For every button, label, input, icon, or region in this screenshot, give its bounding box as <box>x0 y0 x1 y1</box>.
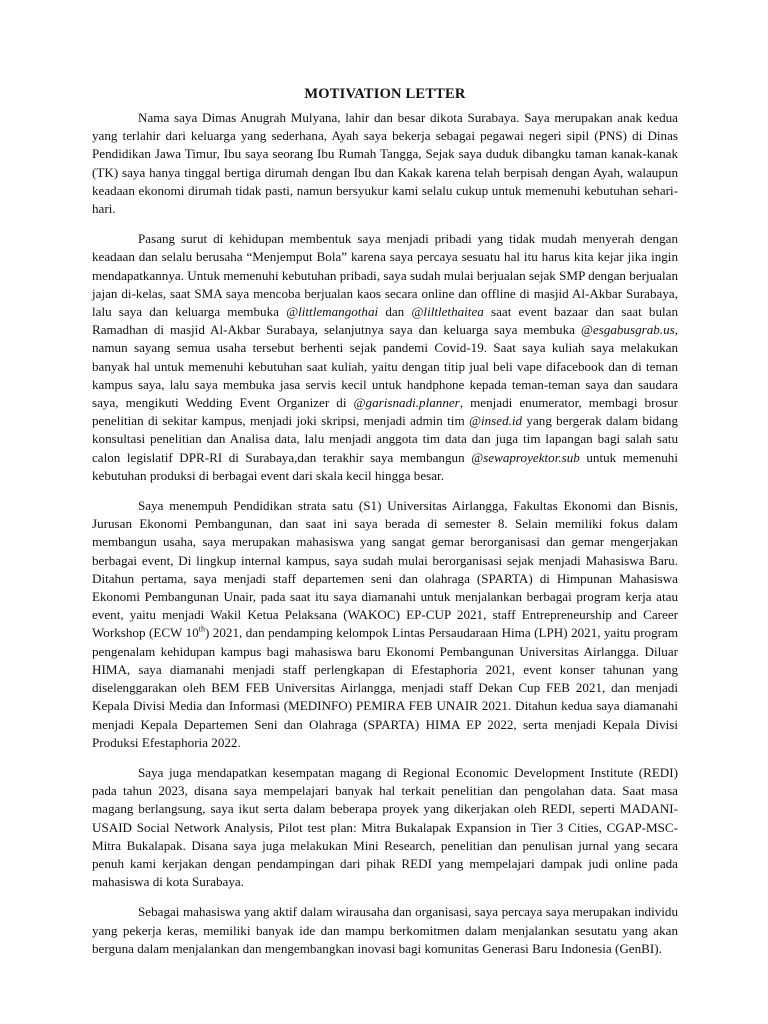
paragraph-closing: Sebagai mahasiswa yang aktif dalam wirausaha dan organisasi, saya percaya saya merupakan individu yang pekerja keras, memiliki banyak ide dan mampu berkomitmen dalam menjalankan sesutatu yang akan berguna dalam menjalankan dan mengembangkan inovasi bagi komunitas Generasi Baru Indonesia (GenBI). <box>92 904 678 956</box>
paragraph-text: Saya menempuh Pendidikan strata satu (S1) Universitas Airlangga, Fakultas Ekonomi dan Bisnis, Jurusan Ekonomi Pembangunan, dan saat ini saya berada di semester 8. Selain memiliki fokus dalam membangun usaha, saya merupakan mahasiswa yang sangat gemar berorganisasi dan gemar mengerjakan berbagai event, Di lingkup internal kampus, saya sudah mulai berorganisasi sejak menjadi Mahasiswa Baru. Ditahun pertama, saya menjadi staff departemen seni dan olahraga (SPARTA) di Himpunan Mahasiswa Ekonomi Pembangunan Unair, pada saat itu saya diamanahi untuk menjalankan berbagai program kerja atau event, yaitu menjadi Wakil Ketua Pelaksana (WAKOC) EP-CUP 2021, staff Entrepreneurship and Career Workshop (ECW 10 <box>92 498 678 641</box>
paragraph-intro: Nama saya Dimas Anugrah Mulyana, lahir dan besar dikota Surabaya. Saya merupakan anak kedua yang terlahir dari keluarga yang sederhana, Ayah saya bekerja sebagai pegawai negeri sipil (PNS) di Dinas Pendidikan Jawa Timur, Ibu saya seorang Ibu Rumah Tangga, Sejak saya duduk dibangku taman kanak-kanak (TK) saya hanya tinggal bertiga dirumah dengan Ibu dan Kakak karena telah berpisah dengan Ayah, walaupun keadaan ekonomi dirumah tidak pasti, namun bersyukur kami selalu cukup untuk memenuhi kebutuhan sehari-hari. <box>92 110 678 217</box>
superscript: th <box>198 625 205 635</box>
handle-liltlethaitea: @liltlethaitea <box>411 304 484 320</box>
paragraph-text: yang bergerak dalam bidang konsultasi penelitian dan Analisa data, lalu menjadi anggota tim data dan juga tim lapangan bagi salah satu calon legislatif DPR-RI di Surabaya,dan terakhir saya membangun <box>92 413 678 465</box>
paragraph-internship: Saya juga mendapatkan kesempatan magang di Regional Economic Development Institute (REDI) pada tahun 2023, disana saya mempelajari banyak hal terkait penelitian dan pengolahan data. Saat masa magang berlangsung, saya ikut serta dalam beberapa proyek yang dikerjakan oleh REDI, seperti MADANI-USAID Social Network Analysis, Pilot test plan: Mitra Bukalapak Expansion in Tier 3 Cities, CGAP-MSC-Mitra Bukalapak. Disana saya juga melakukan Mini Research, penelitian dan penulisan jurnal yang secara penuh kami kerjakan dengan pendampingan dari pihak REDI yang mempelajari dampak judi online pada mahasiswa di kota Surabaya. <box>92 764 678 890</box>
paragraph-text: Pasang surut di kehidupan membentuk saya menjadi pribadi yang tidak mudah menyerah dengan keadaan dan selalu berusaha “Menjemput Bola” karena saya percaya sesuatu hal itu harus kita kejar jika ingin mendapatkannya. Untuk memenuhi kebutuhan pribadi, saya sudah mulai berjualan sejak SMP dengan berjualan jajan di-kelas, saat SMA saya mencoba berjualan kaos secara online dan offline di masjid Al-Akbar Surabaya, lalu saya dan keluarga membuka <box>92 231 678 320</box>
paragraph-text: , namun sayang semua usaha tersebut berhenti sejak pandemi Covid-19. Saat saya kuliah saya melakukan banyak hal untuk memenuhi kebutuhan saat kuliah, yaitu dengan titip jual beli vape difacebook dan di teman kampus saya, lalu saya membuka jasa servis kecil untuk handphone kepada teman-teman saya dan saudara saya, mengikuti Wedding Event Organizer di <box>92 322 678 411</box>
paragraph-text: dan <box>378 304 412 320</box>
handle-littlemangothai: @littlemangothai <box>286 304 379 320</box>
paragraph-text: untuk memenuhi kebutuhan produksi di berbagai event dari skala kecil hingga besar. <box>92 449 678 483</box>
handle-garisnadi: @garisnadi.planner <box>353 395 460 411</box>
paragraph-text: , menjadi enumerator, membagi brosur penelitian di sekitar kampus, menjadi joki skripsi, menjadi admin tim <box>92 395 678 429</box>
page-title: MOTIVATION LETTER <box>304 86 466 102</box>
paragraph-text: ) 2021, dan pendamping kelompok Lintas Persaudaraan Hima (LPH) 2021, yaitu program pengenalam kehidupan kampus bagi mahasiswa baru Ekonomi Pembangunan Universitas Airlangga. Diluar HIMA, saya diamanahi menjadi staff perlengkapan di Efestaphoria 2021, event konser tahunan yang diselenggarakan oleh BEM FEB Universitas Airlangga, menjadi staff Dekan Cup FEB 2021, dan menjadi Kepala Divisi Media dan Informasi (MEDINFO) PEMIRA FEB UNAIR 2021. Ditahun kedua saya diamanahi menjadi Kepala Departemen Seni dan Olahraga (SPARTA) HIMA EP 2022, serta menjadi Kepala Divisi Produksi Efestaphoria 2022. <box>92 625 679 750</box>
handle-sewaproyektor: @sewaproyektor.sub <box>471 449 580 465</box>
paragraph-education <box>92 497 678 752</box>
paragraph-business <box>92 230 678 485</box>
handle-esgabusgrab: @esgabusgrab.us <box>580 322 675 338</box>
handle-insed: @insed.id <box>468 413 523 429</box>
paragraph-text: saat event bazaar dan saat bulan Ramadhan di masjid Al-Akbar Surabaya, selanjutnya saya dan keluarga saya membuka <box>92 304 678 338</box>
